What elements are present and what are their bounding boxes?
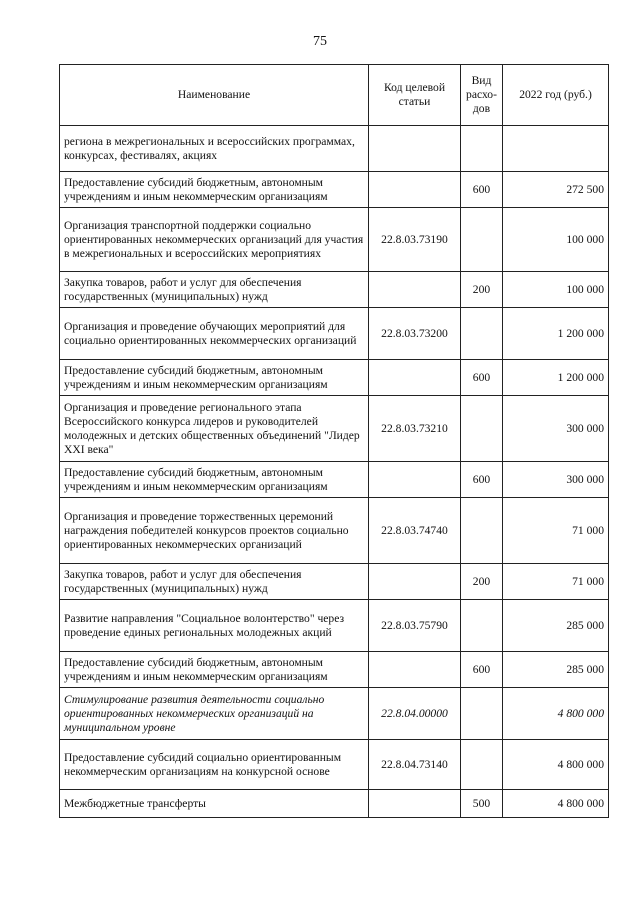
header-amount: 2022 год (руб.) bbox=[503, 65, 609, 126]
cell-amount: 100 000 bbox=[503, 272, 609, 308]
table-row bbox=[60, 308, 609, 360]
cell-code: 22.8.03.75790 bbox=[369, 600, 461, 652]
cell-name: Предоставление субсидий бюджетным, автономным учреждениям и иным некоммерческим организациям bbox=[60, 462, 369, 498]
cell-amount: 4 800 000 bbox=[503, 688, 609, 740]
cell-code bbox=[369, 360, 461, 396]
cell-code bbox=[369, 790, 461, 818]
cell-name: региона в межрегиональных и всероссийских программах, конкурсах, фестивалях, акциях bbox=[60, 126, 369, 172]
cell-kind: 600 bbox=[461, 462, 503, 498]
cell-amount: 285 000 bbox=[503, 652, 609, 688]
cell-amount: 100 000 bbox=[503, 208, 609, 272]
cell-name: Организация и проведение обучающих мероприятий для социально ориентированных некоммерческих организаций bbox=[60, 308, 369, 360]
cell-name: Предоставление субсидий бюджетным, автономным учреждениям и иным некоммерческим организациям bbox=[60, 360, 369, 396]
cell-kind bbox=[461, 208, 503, 272]
cell-code: 22.8.04.00000 bbox=[369, 688, 461, 740]
cell-name: Предоставление субсидий бюджетным, автономным учреждениям и иным некоммерческим организациям bbox=[60, 172, 369, 208]
cell-amount: 300 000 bbox=[503, 396, 609, 462]
cell-kind: 600 bbox=[461, 652, 503, 688]
header-name: Наименование bbox=[60, 65, 369, 126]
cell-kind bbox=[461, 740, 503, 790]
cell-amount: 71 000 bbox=[503, 564, 609, 600]
cell-kind bbox=[461, 498, 503, 564]
cell-code bbox=[369, 272, 461, 308]
table-header-row bbox=[60, 65, 609, 126]
table-row bbox=[60, 688, 609, 740]
cell-kind: 200 bbox=[461, 272, 503, 308]
cell-kind: 600 bbox=[461, 172, 503, 208]
table-row bbox=[60, 740, 609, 790]
cell-name: Организация транспортной поддержки социально ориентированных некоммерческих организаций для участия в межрегиональных и всероссийских мероприятиях bbox=[60, 208, 369, 272]
table-row bbox=[60, 462, 609, 498]
table-body bbox=[60, 126, 609, 818]
cell-kind: 200 bbox=[461, 564, 503, 600]
cell-code: 22.8.03.73200 bbox=[369, 308, 461, 360]
table-row bbox=[60, 208, 609, 272]
table-row bbox=[60, 600, 609, 652]
cell-kind bbox=[461, 308, 503, 360]
table-row bbox=[60, 652, 609, 688]
cell-name: Межбюджетные трансферты bbox=[60, 790, 369, 818]
cell-code: 22.8.04.73140 bbox=[369, 740, 461, 790]
cell-name: Организация и проведение регионального этапа Всероссийского конкурса лидеров и руководителей молодежных и детских общественных объединений "Лидер XXI века" bbox=[60, 396, 369, 462]
cell-name: Предоставление субсидий бюджетным, автономным учреждениям и иным некоммерческим организациям bbox=[60, 652, 369, 688]
header-code: Код целевой статьи bbox=[369, 65, 461, 126]
cell-amount: 1 200 000 bbox=[503, 308, 609, 360]
table-row bbox=[60, 126, 609, 172]
cell-code: 22.8.03.73190 bbox=[369, 208, 461, 272]
cell-amount: 300 000 bbox=[503, 462, 609, 498]
table-row bbox=[60, 272, 609, 308]
cell-name: Закупка товаров, работ и услуг для обеспечения государственных (муниципальных) нужд bbox=[60, 564, 369, 600]
cell-code: 22.8.03.74740 bbox=[369, 498, 461, 564]
cell-amount: 4 800 000 bbox=[503, 740, 609, 790]
cell-amount: 272 500 bbox=[503, 172, 609, 208]
cell-name: Развитие направления "Социальное волонтерство" через проведение единых региональных молодежных акций bbox=[60, 600, 369, 652]
cell-code bbox=[369, 126, 461, 172]
page-number: 75 bbox=[313, 34, 327, 49]
cell-amount: 71 000 bbox=[503, 498, 609, 564]
cell-amount: 1 200 000 bbox=[503, 360, 609, 396]
cell-code bbox=[369, 462, 461, 498]
cell-kind bbox=[461, 396, 503, 462]
cell-code bbox=[369, 172, 461, 208]
budget-table bbox=[59, 64, 609, 818]
table-row bbox=[60, 360, 609, 396]
table-row bbox=[60, 564, 609, 600]
cell-code bbox=[369, 564, 461, 600]
table-row bbox=[60, 498, 609, 564]
cell-name: Закупка товаров, работ и услуг для обеспечения государственных (муниципальных) нужд bbox=[60, 272, 369, 308]
cell-name: Организация и проведение торжественных церемоний награждения победителей конкурсов проектов социально ориентированных некоммерческих организаций bbox=[60, 498, 369, 564]
cell-kind bbox=[461, 600, 503, 652]
table-row bbox=[60, 396, 609, 462]
table-row bbox=[60, 172, 609, 208]
cell-kind: 500 bbox=[461, 790, 503, 818]
cell-amount bbox=[503, 126, 609, 172]
cell-name: Стимулирование развития деятельности социально ориентированных некоммерческих организаций на муниципальном уровне bbox=[60, 688, 369, 740]
cell-kind bbox=[461, 126, 503, 172]
cell-name: Предоставление субсидий социально ориентированным некоммерческим организациям на конкурсной основе bbox=[60, 740, 369, 790]
header-kind: Вид расхо-дов bbox=[461, 65, 503, 126]
cell-amount: 4 800 000 bbox=[503, 790, 609, 818]
cell-amount: 285 000 bbox=[503, 600, 609, 652]
cell-kind: 600 bbox=[461, 360, 503, 396]
cell-code bbox=[369, 652, 461, 688]
cell-kind bbox=[461, 688, 503, 740]
cell-code: 22.8.03.73210 bbox=[369, 396, 461, 462]
table-row bbox=[60, 790, 609, 818]
